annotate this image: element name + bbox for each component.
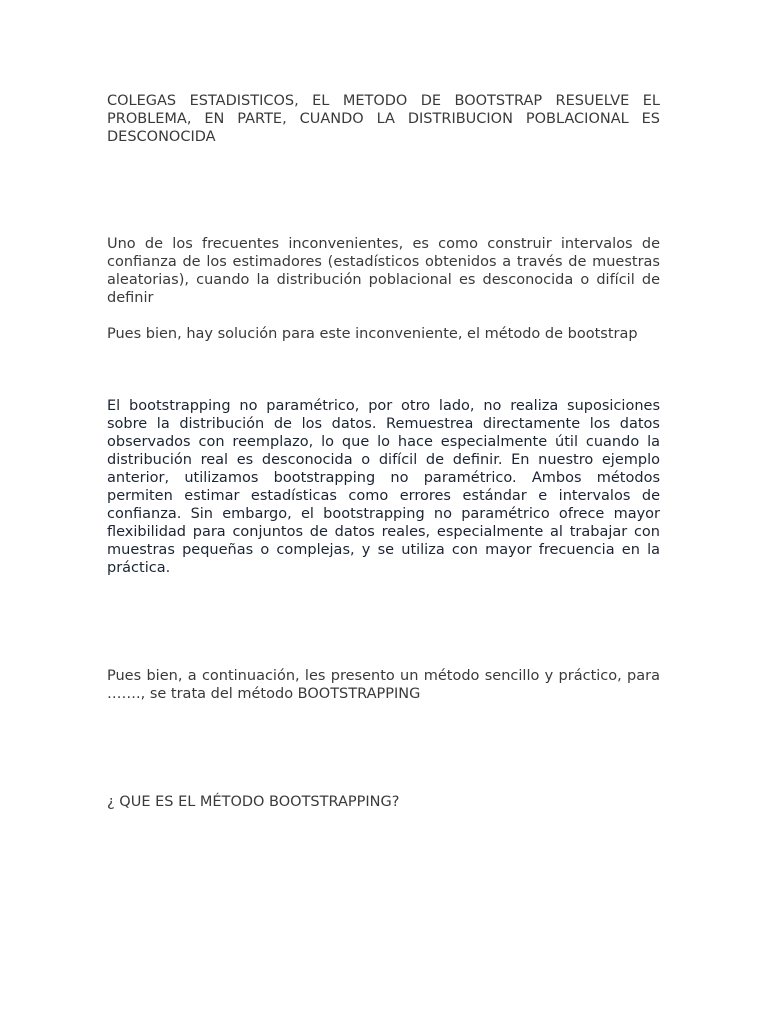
section-question-heading: ¿ QUE ES EL MÉTODO BOOTSTRAPPING?	[107, 794, 400, 810]
document-title: COLEGAS ESTADISTICOS, EL METODO DE BOOTSTRAP RESUELVE EL PROBLEMA, EN PARTE, CUANDO LA DISTRIBUCION POBLACIONAL ES DESCONOCIDA	[107, 93, 660, 145]
paragraph-presentation: Pues bien, a continuación, les presento un método sencillo y práctico, para ……., se trata del método BOOTSTRAPPING	[107, 668, 660, 702]
paragraph-solution: Pues bien, hay solución para este inconveniente, el método de bootstrap	[107, 326, 638, 342]
paragraph-intro: Uno de los frecuentes inconvenientes, es como construir intervalos de confianza de los estimadores (estadísticos obtenidos a través de muestras aleatorias), cuando la distribución poblacional es desconocida o difícil de definir	[107, 236, 660, 306]
document-page	[107, 92, 660, 811]
paragraph-nonparametric-bootstrapping: El bootstrapping no paramétrico, por otro lado, no realiza suposiciones sobre la distribución de los datos. Remuestrea directamente los datos observados con reemplazo, lo que lo hace especialmente útil cuando la distribución real es desconocida o difícil de definir. En nuestro ejemplo anterior, utilizamos bootstrapping no paramétrico. Ambos métodos permiten estimar estadísticas como errores estándar e intervalos de confianza. Sin embargo, el bootstrapping no paramétrico ofrece mayor flexibilidad para conjuntos de datos reales, especialmente al trabajar con muestras pequeñas o complejas, y se utiliza con mayor frecuencia en la práctica.	[107, 398, 660, 576]
